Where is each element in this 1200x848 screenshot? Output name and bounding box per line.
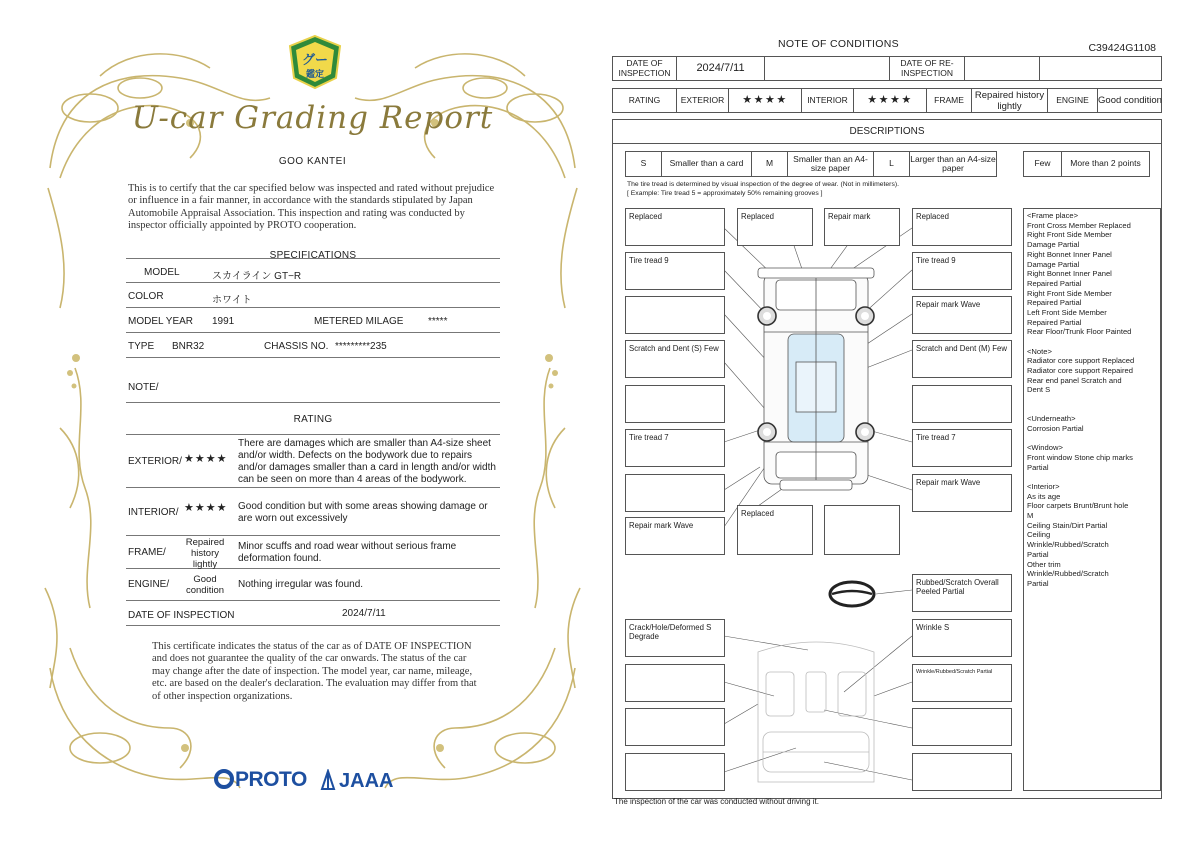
grading-certificate (40, 28, 585, 820)
noc-title: NOTE OF CONDITIONS (778, 38, 899, 50)
legend-s-desc: Smaller than a card (662, 152, 752, 176)
engine-label: ENGINE/ (128, 579, 170, 590)
noc-date-row (612, 56, 1162, 81)
engine-label: ENGINE (1048, 89, 1098, 112)
frame-label: FRAME/ (128, 547, 166, 558)
legend-s: S (626, 152, 662, 176)
int-note-r3 (912, 708, 1012, 746)
ext-note-l2: Tire tread 9 (625, 252, 725, 290)
int-note-l3 (625, 708, 725, 746)
noc-rating-row (612, 88, 1162, 113)
date-empty-cell (765, 57, 890, 80)
note-label: NOTE/ (128, 382, 159, 393)
legend-m: M (752, 152, 788, 176)
ext-note-l7 (625, 474, 725, 512)
tire-tread-note-line-2: [ Example: Tire tread 5 = approximately 50% remaining grooves ] (627, 190, 823, 197)
color-value: ホワイト (212, 295, 252, 306)
noc-footer: The inspection of the car was conducted without driving it. (614, 797, 819, 806)
few-legend (1023, 151, 1150, 177)
window-group: <Window> Front window Stone chip marks Partial (1027, 443, 1133, 472)
exterior-description: There are damages which are smaller than A4-size sheet and/or width. Defects on the bodywork due to repairs and/or damages smaller than a card in length and/or width can be seen on more than 4 areas of the bodywork. (238, 438, 496, 485)
frame-value: Repaired history lightly (972, 89, 1048, 112)
frame-label: FRAME (927, 89, 972, 112)
goo-kantei-badge-icon (286, 34, 344, 90)
jaaa-logo-text: JAAA (339, 770, 394, 792)
int-note-l1: Crack/Hole/Deformed S Degrade (625, 619, 725, 657)
note-group: <Note> Radiator core support Replaced Radiator core support Repaired Rear end panel Scratch and Dent S (1027, 346, 1135, 395)
ext-note-r2: Tire tread 9 (912, 252, 1012, 290)
ext-note-r1: Replaced (912, 208, 1012, 246)
interior-stars: ★★★★ (854, 89, 927, 112)
legend-few: Few (1024, 152, 1062, 176)
tire-tread-note-line-1: The tire tread is determined by visual inspection of the degree of wear. (Not in millimeters). (627, 181, 899, 188)
date-of-inspection-label: DATE OF INSPECTION (128, 610, 235, 621)
exterior-label: EXTERIOR (677, 89, 729, 112)
int-note-steering: Rubbed/Scratch Overall Peeled Partial (912, 574, 1012, 612)
rating-row-date (126, 601, 500, 626)
ext-note-l3 (625, 296, 725, 334)
legend-few-desc: More than 2 points (1070, 158, 1141, 169)
interior-description: Good condition but with some areas showing damage or are worn out excessively (238, 501, 488, 524)
model-label: MODEL (144, 267, 180, 278)
date-of-inspection-value: 2024/7/11 (342, 608, 386, 619)
ext-note-b2 (824, 505, 900, 555)
ext-note-l1: Replaced (625, 208, 725, 246)
int-note-l4 (625, 753, 725, 791)
reinspection-value-1 (965, 57, 1040, 80)
ext-note-r4: Scratch and Dent (M) Few (912, 340, 1012, 378)
int-note-r1: Wrinkle S (912, 619, 1012, 657)
ext-note-l5 (625, 385, 725, 423)
spec-row-type (126, 333, 500, 358)
rating-row-engine (126, 569, 500, 601)
rating-row-frame (126, 536, 500, 569)
date-of-inspection-label: DATE OF INSPECTION (613, 57, 677, 80)
certificate-intro: This is to certify that the car specified below was inspected and rated without prejudice or influence in a fair manner, in accordance with the standards stipulated by Japan Automobile Appraisal Association. This inspection and rating was conducted by inspector officially appointed by PROTO cooperation. (128, 183, 495, 232)
chassis-value: *********235 (335, 341, 387, 352)
noc-code: C39424G1108 (1088, 42, 1156, 54)
legend-l: L (874, 152, 910, 176)
ext-note-r3: Repair mark Wave (912, 296, 1012, 334)
interior-group: <Interior> As its age Floor carpets Brunt/Brunt hole M Ceiling Stain/Dirt Partial Ceiling Wrinkle/Rubbed/Scratch Partial Other trim Wrinkle/Rubbed/Scratch Partial (1027, 481, 1129, 588)
report-subtitle: GOO KANTEI (278, 156, 347, 167)
condition-details-list (1023, 208, 1161, 791)
tire-tread-note (627, 180, 899, 198)
model-value: スカイライン GT−R (212, 271, 302, 282)
exterior-label: EXTERIOR/ (128, 456, 182, 467)
proto-logo (214, 768, 307, 792)
interior-stars: ★★★★ (184, 502, 228, 514)
model-year-label: MODEL YEAR (128, 316, 194, 327)
color-label: COLOR (128, 291, 164, 302)
ext-note-r5 (912, 385, 1012, 423)
legend-l-desc: Larger than an A4-size paper (910, 153, 996, 173)
specifications-heading: SPECIFICATIONS (269, 250, 357, 261)
interior-label: INTERIOR (802, 89, 854, 112)
jaaa-logo (320, 769, 393, 793)
engine-description: Nothing irregular was found. (238, 579, 364, 590)
rating-row-interior (126, 488, 500, 536)
note-of-conditions (608, 32, 1168, 812)
ext-note-l6: Tire tread 7 (625, 429, 725, 467)
model-year-value: 1991 (212, 316, 235, 327)
svg-text:鑑定: 鑑定 (305, 70, 325, 80)
type-label: TYPE (128, 341, 155, 352)
proto-logo-text: PROTO (235, 768, 307, 791)
chassis-label: CHASSIS NO. (264, 341, 329, 352)
frame-place-group: <Frame place> Front Cross Member Replaced Right Front Side Member Damage Partial Right Bonnet Inner Panel Damage Partial Right Bonnet Inner Panel Repaired Partial Right Front Side Member Repaired Partial Left Front Side Member Repaired Partial Rear Floor/Trunk Floor Painted (1027, 211, 1132, 337)
spec-row-note (126, 358, 500, 403)
spec-row-model-year (126, 308, 500, 333)
certificate-footer: This certificate indicates the status of the car as of DATE OF INSPECTION and does not guarantee the quality of the car onwards. The status of the car may change after the date of inspection. The model year, car name, mileage, etc. are based on the dealer's declaration. The evaluation may differ from that of other inspection organizations. (152, 641, 477, 702)
milage-label: METERED MILAGE (314, 316, 404, 327)
engine-value: Good condition (1098, 95, 1162, 106)
ext-note-r7: Repair mark Wave (912, 474, 1012, 512)
ext-note-t1: Replaced (737, 208, 813, 246)
ext-note-l8: Repair mark Wave (625, 517, 725, 555)
frame-value: Repaired history lightly (185, 537, 225, 570)
ext-note-t2: Repair mark (824, 208, 900, 246)
interior-label: INTERIOR/ (128, 507, 179, 518)
reinspection-value-2 (1040, 57, 1162, 80)
rating-heading: RATING (293, 414, 333, 425)
spec-row-model (126, 258, 500, 283)
jaaa-mark-icon (320, 769, 336, 791)
int-note-r4 (912, 753, 1012, 791)
underneath-group: <Underneath> Corrosion Partial (1027, 414, 1084, 434)
date-of-inspection-value: 2024/7/11 (677, 57, 765, 80)
exterior-stars: ★★★★ (729, 89, 802, 112)
milage-value: ***** (428, 316, 448, 327)
report-title: U-car Grading Report (131, 100, 494, 136)
int-note-r2: Wrinkle/Rubbed/Scratch Partial (912, 664, 1012, 702)
ext-note-b1: Replaced (737, 505, 813, 555)
size-legend (625, 151, 997, 177)
svg-text:グー: グー (301, 53, 329, 68)
ext-note-l4: Scratch and Dent (S) Few (625, 340, 725, 378)
rating-row-exterior (126, 434, 500, 488)
descriptions-heading: DESCRIPTIONS (613, 120, 1161, 144)
proto-mark-icon (214, 769, 234, 789)
legend-m-desc: Smaller than an A4-size paper (788, 152, 874, 176)
int-note-l2 (625, 664, 725, 702)
date-of-reinspection-label: DATE OF RE-INSPECTION (890, 57, 965, 80)
spec-row-color (126, 283, 500, 308)
frame-description: Minor scuffs and road wear without serious frame deformation found. (238, 541, 457, 564)
engine-value: Good condition (185, 574, 225, 596)
rating-label: RATING (613, 89, 677, 112)
exterior-stars: ★★★★ (184, 453, 228, 465)
type-value: BNR32 (172, 341, 205, 352)
ext-note-r6: Tire tread 7 (912, 429, 1012, 467)
